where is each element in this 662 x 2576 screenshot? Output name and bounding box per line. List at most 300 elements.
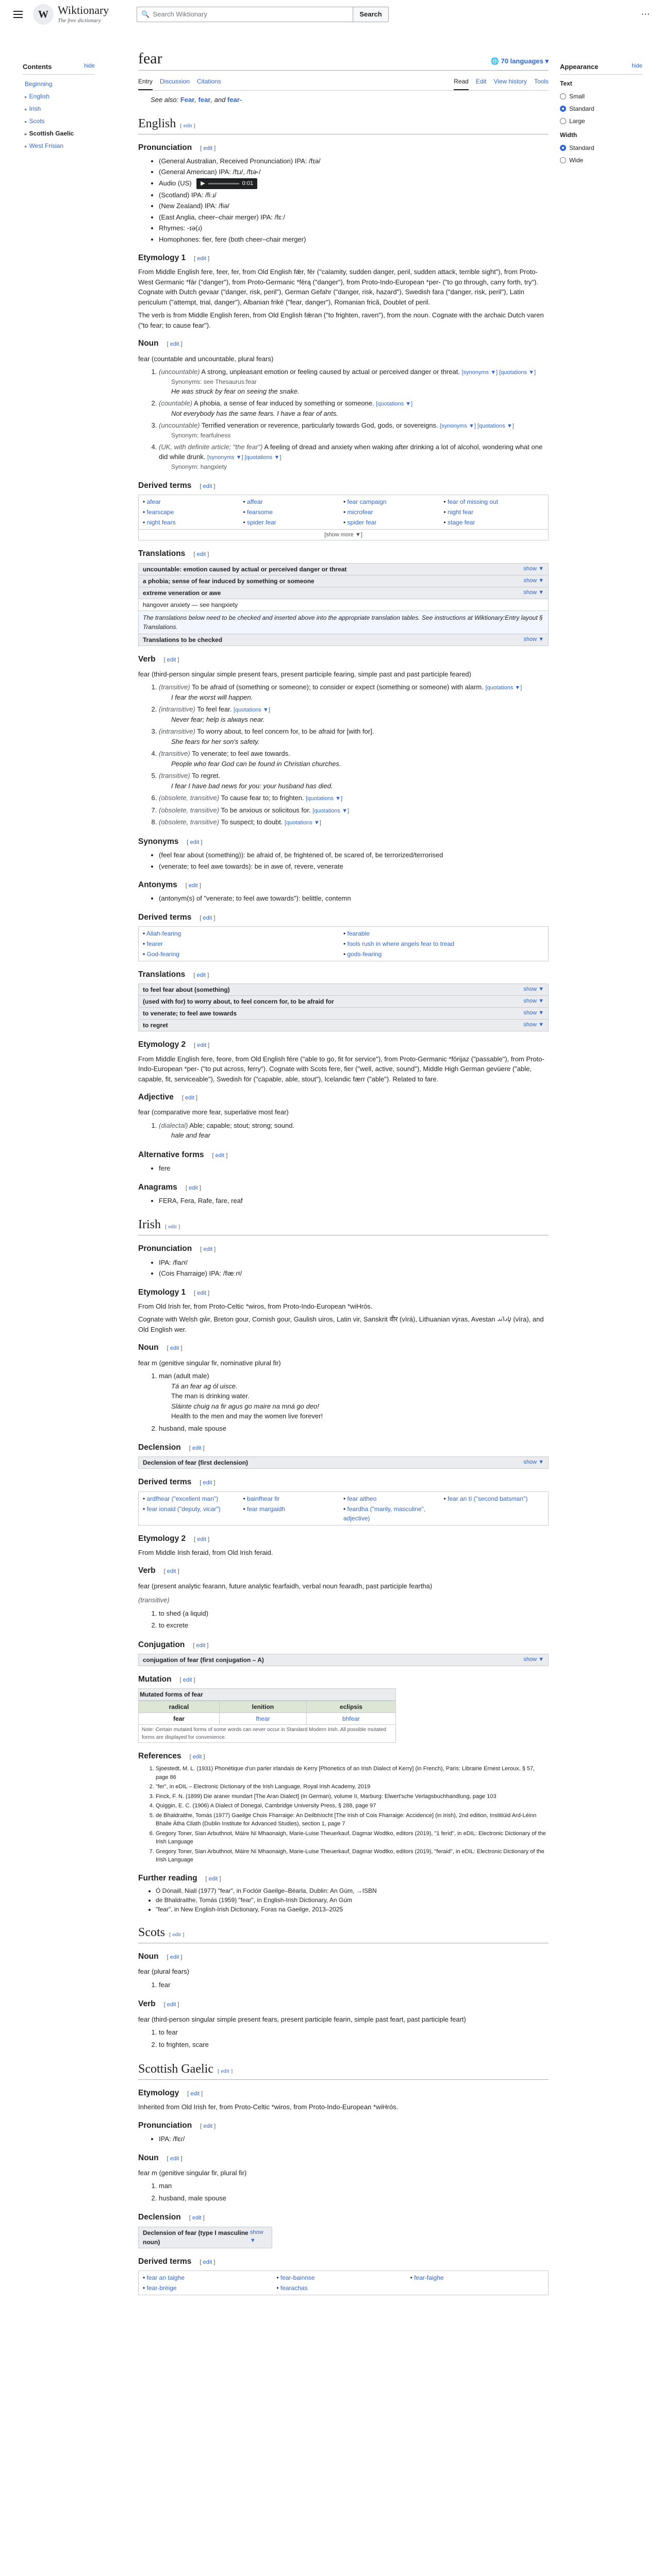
derived-heading: Derived terms	[138, 912, 192, 922]
appearance-option[interactable]	[560, 154, 642, 166]
sense-text: To be anxious or solicitous for.	[221, 806, 311, 814]
show-toggle[interactable]: show ▼	[523, 1010, 544, 1016]
pron-heading: Pronunciation	[138, 1244, 192, 1253]
text-size-label: Text	[560, 79, 572, 87]
expand-toggle[interactable]: [quotations ▼]	[312, 807, 350, 814]
pron-item: • (General Australian, Received Pronunciation) IPA: /fɪə/	[159, 156, 549, 167]
edit-button[interactable]: edit	[188, 883, 198, 889]
edit-link: [ edit ]	[193, 1642, 209, 1649]
derived-term[interactable]: • spider fear	[243, 518, 344, 527]
toc-item[interactable]	[23, 90, 95, 103]
page-title: fear	[138, 50, 162, 67]
audio-label: Audio (US)	[159, 179, 192, 187]
english-pronunciation	[138, 142, 549, 154]
translation-gloss: uncountable: emotion caused by actual or perceived danger or threat	[143, 565, 347, 573]
headword-line: fear (plural fears)	[138, 1968, 189, 1976]
tab-read[interactable]: Read	[454, 75, 469, 90]
verb-label: (transitive)	[138, 1596, 170, 1604]
edit-button[interactable]: edit	[203, 483, 212, 489]
show-toggle[interactable]: show ▼	[523, 998, 544, 1005]
tab-edit[interactable]: Edit	[475, 78, 487, 85]
edit-link: [ edit ]	[194, 256, 210, 262]
show-more-button[interactable]: [show more ▼]	[139, 529, 548, 540]
edit-link: [ edit ]	[163, 1568, 179, 1575]
list-item: • "fear", in New English-Irish Dictionary, Foras na Gaeilge, 2013–2025	[156, 1905, 549, 1914]
derived-term[interactable]: • night fears	[143, 518, 243, 527]
appearance-option[interactable]	[560, 142, 642, 154]
mutation-caption: Mutated forms of fear	[138, 1688, 396, 1701]
show-toggle[interactable]: show ▼	[523, 1459, 544, 1466]
gaelic-noun	[138, 2152, 549, 2164]
option-label: Standard	[569, 105, 594, 112]
gaelic-derived-terms	[138, 2256, 549, 2267]
derived-term[interactable]: • fear ionaid ("deputy, vicar")	[143, 1504, 243, 1523]
page-tabs	[138, 75, 549, 91]
verb-heading: Verb	[138, 654, 156, 664]
edit-button[interactable]: edit	[167, 1568, 176, 1575]
translation-gloss: to venerate; to feel awe towards	[143, 1010, 237, 1018]
derived-term[interactable]: • God-fearing	[143, 950, 343, 959]
toggle-icon[interactable]: ▸	[25, 143, 27, 149]
etymology-text: From Middle English fere, feore, from Old English fēre ("able to go, fit for service"), from Proto-Germanic *fōrijaz ("passable"), from Proto-Indo-European *per- ("to put across, ferry"). Cognate with Scots fere, fier ("well, active, sound"), Middle High German gevüere ("able, capable, fit, serviceable"), Swedish för ("capable, able, stout"), Icelandic færr ("able"). Related to fare.	[138, 1055, 544, 1083]
tab-tools[interactable]: Tools	[534, 78, 549, 85]
list-item: • (Cois Fharraige) IPA: /fʲæːɾˠ/	[159, 1268, 549, 1279]
translation-table-header[interactable]	[138, 587, 549, 599]
gaelic-declension	[138, 2211, 549, 2223]
edit-button[interactable]: edit	[203, 1480, 212, 1486]
radio-icon[interactable]	[560, 118, 566, 124]
pron-item: • (Scotland) IPA: /fiːɹ/	[159, 190, 549, 201]
irish-mutation	[138, 1673, 549, 1685]
example-translation: The man is drinking water.	[171, 1392, 250, 1400]
example-translation: Health to the men and may the women live forever!	[171, 1412, 323, 1420]
translations-tables	[138, 563, 549, 599]
search-input[interactable]	[137, 7, 353, 22]
usage-example: Never fear; help is always near.	[171, 715, 265, 723]
translation-gloss: (used with for) to worry about, to feel concern for, to be afraid for	[143, 998, 334, 1006]
english-adjective	[138, 1091, 549, 1103]
user-menu-icon[interactable]: ⋯	[641, 9, 650, 20]
logo-icon: W	[33, 4, 54, 25]
audio-player[interactable]	[196, 178, 257, 189]
derived-term[interactable]: • fear campaign	[343, 497, 444, 506]
list-item: • (venerate; to feel awe towards): be in awe of, revere, venerate	[159, 861, 549, 872]
search-form	[137, 7, 388, 22]
edit-link: [ edit ]	[165, 1224, 180, 1230]
irish-heading: Irish	[138, 1218, 161, 1232]
noun-heading: Noun	[138, 1343, 159, 1352]
pron-item: • (General American) IPA: /fɪɹ/, /fɪə˞/	[159, 166, 549, 178]
tab-view-history[interactable]: View history	[493, 78, 527, 85]
headword-line: fear (countable and uncountable, plural fears)	[138, 354, 274, 363]
radio-icon[interactable]	[560, 106, 566, 112]
translations-check-label: Translations to be checked	[143, 636, 223, 643]
conjugation-label: conjugation of fear (first conjugation – A)	[143, 1656, 264, 1664]
irish-noun	[138, 1342, 549, 1353]
site-tagline: The free dictionary	[58, 17, 101, 24]
edit-button[interactable]: edit	[215, 1152, 225, 1159]
anagrams-heading: Anagrams	[138, 1182, 177, 1192]
irish-conjugation	[138, 1639, 549, 1651]
edit-button[interactable]: edit	[203, 1246, 213, 1253]
sense-label: (transitive)	[159, 772, 190, 780]
search-icon: 🔍	[141, 10, 150, 19]
edit-button[interactable]: edit	[170, 341, 179, 348]
derived-term[interactable]: • fearable	[343, 929, 544, 938]
derived-term[interactable]: • fear aitheo	[343, 1494, 444, 1503]
scots-noun	[138, 1951, 549, 1962]
derived-term[interactable]: • gods-fearing	[343, 950, 544, 959]
radio-icon[interactable]	[560, 157, 566, 163]
sense-label: (uncountable)	[159, 421, 200, 430]
derived-term[interactable]: • Allah-fearing	[143, 929, 343, 938]
toc-item-label: Irish	[29, 105, 41, 112]
etymology-text: From Middle English fere, feer, fer, from Old English fǣr, fēr ("calamity, sudden danger, peril, sudden attack, terrible sight"), from Proto-West Germanic *fār ("danger"), from Proto-Germanic *fērą ("danger"), from Proto-Indo-European *per- ("to go through, carry forth, try"). Cognate with Dutch gevaar ("danger, risk, peril"), German Gefahr ("danger, risk, hazard"), Swedish fara ("danger, risk, peril"), Latin periculum ("attempt, trial, danger"), Albanian frikë ("fear, danger"), Romanian frică, Doublet of peril.	[138, 268, 538, 306]
irish-verb	[138, 1565, 549, 1577]
derived-term[interactable]: • fearsome	[243, 507, 344, 517]
english-translations	[138, 548, 549, 560]
edit-button[interactable]: edit	[203, 2123, 213, 2129]
edit-link: [ edit ]	[163, 2002, 179, 2008]
edit-button[interactable]: edit	[170, 1345, 179, 1352]
edit-button[interactable]: edit	[208, 1875, 218, 1882]
language-button[interactable]: 🌐 70 languages ▾	[490, 57, 549, 65]
sense-label: (UK, with definite article; "the fear")	[159, 443, 263, 451]
edit-button[interactable]: edit	[197, 1536, 207, 1543]
list-item: 7. Gregory Toner, Sian Arbuthnot, Máire Ní Mhaonaigh, Marie-Luise Theuerkauf, Dagmar Wodtko, editors (2019), "feraid", in eDIL: Electronic Dictionary of the Irish Language	[156, 1847, 549, 1865]
edit-button[interactable]: edit	[203, 2259, 212, 2265]
list-item: • Ó Dónaill, Niall (1977) "fear", in Foclóir Gaeilge–Béarla, Dublin: An Gúm, →ISBN	[156, 1886, 549, 1895]
sense-synonyms: Synonyms: see Thesaurus:fear	[171, 378, 257, 385]
derived-term[interactable]: • affear	[243, 497, 344, 506]
declension-table-header[interactable]	[138, 2227, 272, 2248]
tab-citations[interactable]: Citations	[197, 78, 221, 85]
sense-label: (transitive)	[159, 750, 190, 758]
list-item: 6. Gregory Toner, Sian Arbuthnot, Máire Ní Mhaonaigh, Marie-Luise Theuerkauf, Dagmar Wodtko, editors (2019), "1 ferid", in eDIL: Electronic Dictionary of the Irish Language	[156, 1829, 549, 1847]
edit-link: [ edit ]	[200, 145, 216, 151]
derived-term[interactable]: • night fear	[444, 507, 544, 517]
edit-button[interactable]: edit	[203, 914, 212, 921]
irish-etymology-1	[138, 1286, 549, 1298]
toggle-icon[interactable]: ▸	[25, 131, 27, 137]
list-item: 1. Sjoestedt, M. L. (1931) Phonétique d'un parler irlandais de Kerry [Phonetics of an Irish Dialect of Kerry] (in French), Paris: Librairie Ernest Leroux, § 57, page 86	[156, 1764, 549, 1782]
list-item: 2. to excrete	[159, 1619, 549, 1632]
derived-term[interactable]: • ardfhear ("excellent man")	[143, 1494, 243, 1503]
derived-heading: Derived terms	[138, 1478, 192, 1487]
show-toggle[interactable]: show ▼	[523, 577, 544, 584]
definition	[159, 1120, 549, 1142]
radio-icon[interactable]	[560, 93, 566, 99]
expand-toggle[interactable]: [quotations ▼]	[234, 707, 270, 714]
toc-item-label: West Frisian	[29, 142, 63, 149]
etymology-text: From Old Irish fer, from Proto-Celtic *wiros, from Proto-Indo-European *wiHrós.	[138, 1302, 373, 1310]
list-item: 2. to frighten, scare	[159, 2039, 549, 2051]
derived-term[interactable]: • fools rush in where angels fear to tread	[343, 939, 544, 948]
show-toggle[interactable]: show ▼	[523, 589, 544, 596]
derived-term[interactable]: • fearer	[143, 939, 343, 948]
appearance-hide-button[interactable]: hide	[632, 63, 642, 69]
sense-synonyms: Synonym: fearfulness	[171, 431, 231, 439]
audio-progress[interactable]	[208, 183, 239, 184]
derived-heading: Derived terms	[138, 481, 192, 490]
translation-table-header[interactable]	[138, 984, 549, 996]
expand-toggle[interactable]: [synonyms ▼] [quotations ▼]	[207, 454, 282, 461]
expand-toggle[interactable]: [quotations ▼]	[285, 820, 321, 826]
sense-label: (intransitive)	[159, 727, 195, 736]
list-item: 1. to fear	[159, 2026, 549, 2039]
edit-button[interactable]: edit	[192, 2215, 202, 2222]
edit-button[interactable]: edit	[168, 1224, 177, 1230]
list-item: 1. fear	[159, 1979, 549, 1991]
edit-button[interactable]: edit	[197, 256, 207, 262]
english-etymology-1	[138, 252, 549, 264]
pron-list	[159, 1257, 549, 1279]
derived-term[interactable]: • microfear	[343, 507, 444, 517]
derived-term[interactable]: • feardha ("manly, masculine", adjective)	[343, 1504, 444, 1523]
sense-text: Able; capable; stout; strong; sound.	[189, 1121, 295, 1129]
irish-further-reading	[138, 1872, 549, 1884]
headword-line: fear (third-person singular simple present fears, present participle fearin, simple past feart, past participle feart)	[138, 2015, 466, 2023]
toc-item-label: Scots	[29, 117, 45, 125]
edit-link: [ edit ]	[167, 1345, 183, 1352]
expand-toggle[interactable]: [quotations ▼]	[485, 685, 522, 691]
derived-term[interactable]: • fear an tí ("second batsman")	[444, 1494, 544, 1503]
definition	[159, 681, 549, 703]
edit-button[interactable]: edit	[196, 551, 206, 558]
translation-gloss: to regret	[143, 1022, 168, 1029]
declension-heading: Declension	[138, 1443, 181, 1452]
edit-link: [ edit ]	[200, 2123, 216, 2129]
expand-toggle[interactable]: [synonyms ▼] [quotations ▼]	[440, 423, 514, 430]
main-content	[138, 49, 549, 2295]
appearance-option[interactable]	[560, 115, 642, 127]
toc-hide-button[interactable]: hide	[84, 63, 95, 69]
sense-text: To cause fear to; to frighten.	[221, 794, 304, 802]
appearance-option[interactable]	[560, 103, 642, 115]
derived-term[interactable]: • stage fear	[444, 518, 544, 527]
usage-example: hale and fear	[171, 1131, 210, 1140]
search-button[interactable]: Search	[353, 7, 388, 22]
sense-label: (obsolete, transitive)	[159, 794, 220, 802]
toc-item[interactable]	[23, 127, 95, 140]
derived-term[interactable]: • fear-brèige	[143, 2283, 276, 2293]
derived-term[interactable]: • bainfhear fir	[243, 1494, 344, 1503]
definition	[159, 703, 549, 725]
translation-table-header[interactable]	[138, 996, 549, 1008]
mutation-value[interactable]: fhear	[256, 1715, 270, 1723]
mutation-cell	[219, 1713, 306, 1725]
radio-icon[interactable]	[560, 145, 566, 151]
edit-button[interactable]: edit	[185, 1095, 194, 1101]
site-header	[0, 0, 662, 29]
toc-heading: Contents	[23, 63, 52, 71]
declension-table-header[interactable]	[138, 1456, 549, 1469]
derived-term[interactable]: • fear-bainnse	[276, 2273, 410, 2282]
list-item: • (feel fear about (something)): be afraid of, be frightened of, be scared of, be terrorized/terrorised	[159, 850, 549, 861]
edit-link: [ edit ]	[185, 883, 201, 889]
etym-heading: Etymology 2	[138, 1040, 186, 1049]
toc-item[interactable]	[23, 103, 95, 115]
edit-button[interactable]: edit	[196, 972, 206, 979]
alt-forms-list	[159, 1163, 549, 1174]
derived-term[interactable]: • fear an taighe	[143, 2273, 276, 2282]
toc-item[interactable]	[23, 140, 95, 152]
show-toggle[interactable]: show ▼	[523, 1022, 544, 1028]
see-also-link[interactable]: fear-	[227, 96, 242, 104]
derived-term[interactable]: • spider fear	[343, 518, 444, 527]
edit-button[interactable]: edit	[196, 1642, 206, 1649]
mutation-cell	[139, 1713, 220, 1725]
play-icon[interactable]: ▶	[201, 180, 205, 187]
derived-term[interactable]: • fear margaidh	[243, 1504, 344, 1523]
etym-heading: Etymology 1	[138, 253, 186, 263]
sense-label: (dialectal)	[159, 1121, 188, 1129]
translation-table-header[interactable]	[138, 634, 549, 646]
noun-heading: Noun	[138, 1952, 159, 1961]
translation-table-header[interactable]	[138, 1020, 549, 1031]
derived-term[interactable]: • fearscape	[143, 507, 243, 517]
edit-button[interactable]: edit	[170, 2155, 179, 2162]
toggle-icon[interactable]: ▸	[25, 118, 27, 124]
conjugation-table-header[interactable]	[138, 1654, 549, 1666]
definition	[159, 770, 549, 792]
list-item: • IPA: /fʲɛɾ/	[159, 2133, 549, 2145]
translation-hangover: hangover anxiety — see hangxiety	[138, 599, 549, 611]
sense-label: (uncountable)	[159, 368, 200, 376]
sense-synonyms: Synonym: hangxiety	[171, 463, 227, 470]
edit-button[interactable]: edit	[183, 1676, 192, 1683]
edit-link: [ edit ]	[189, 1754, 205, 1760]
tab-entry[interactable]: Entry	[138, 75, 153, 90]
translations-heading: Translations	[138, 970, 186, 979]
see-also: See also: Fear, fear, and fear-	[151, 96, 242, 104]
sense-text: To be afraid of (something or someone); to consider or expect (something or someone) with alarm.	[192, 683, 484, 691]
edit-button[interactable]: edit	[203, 145, 213, 151]
appearance-option[interactable]	[560, 90, 642, 103]
pron-item: • (New Zealand) IPA: /fiə/	[159, 200, 549, 212]
toc-item[interactable]	[23, 78, 95, 90]
english-verb-derived	[138, 911, 549, 923]
noun-heading: Noun	[138, 339, 159, 348]
edit-button[interactable]: edit	[197, 1290, 207, 1296]
edit-button[interactable]: edit	[167, 2002, 176, 2008]
edit-button[interactable]: edit	[221, 2068, 229, 2075]
expand-toggle[interactable]: [quotations ▼]	[306, 795, 343, 802]
gaelic-pronunciation	[138, 2120, 549, 2131]
user-links	[639, 8, 652, 21]
show-toggle[interactable]: show ▼	[523, 1656, 544, 1663]
edit-button[interactable]: edit	[172, 1931, 181, 1938]
pron-item: • (East Anglia, cheer–chair merger) IPA: /fɛː/	[159, 212, 549, 223]
verb-definitions	[159, 681, 549, 828]
see-also-prefix: See also:	[151, 96, 179, 104]
definition	[159, 397, 549, 419]
show-toggle[interactable]: show ▼	[523, 986, 544, 993]
show-toggle[interactable]: show ▼	[523, 636, 544, 642]
toc-item[interactable]	[23, 115, 95, 127]
derived-term[interactable]: • afear	[143, 497, 243, 506]
edit-button[interactable]: edit	[192, 1445, 202, 1452]
definition	[159, 1370, 549, 1422]
edit-button[interactable]: edit	[197, 1042, 207, 1049]
noun-definitions	[159, 2180, 549, 2204]
section-english	[138, 114, 549, 134]
edit-button[interactable]: edit	[190, 839, 200, 845]
derived-terms-box	[138, 2270, 549, 2295]
site-logo[interactable]	[33, 4, 109, 25]
edit-button[interactable]: edit	[192, 1754, 202, 1760]
conjugation-heading: Conjugation	[138, 1640, 185, 1649]
headword-line: fear (third-person singular simple present fears, present participle fearing, simple past and past participle feared)	[138, 670, 471, 678]
mutation-value: fear	[173, 1715, 185, 1723]
references-heading: References	[138, 1752, 181, 1761]
main-menu-icon[interactable]	[10, 7, 26, 22]
edit-link: [ edit ]	[194, 1290, 210, 1296]
translation-table-header[interactable]	[138, 563, 549, 575]
show-toggle[interactable]: show ▼	[523, 565, 544, 572]
list-item: 1. to shed (a liquid)	[159, 1607, 549, 1620]
toggle-icon[interactable]: ▸	[25, 106, 27, 112]
appearance-heading: Appearance	[560, 63, 599, 71]
sense-text: husband, male spouse	[159, 1424, 226, 1432]
edit-link: [ edit ]	[200, 1246, 216, 1253]
tab-discussion[interactable]: Discussion	[160, 78, 190, 85]
edit-button[interactable]: edit	[190, 2091, 200, 2097]
list-item: • IPA: /fʲaɾˠ/	[159, 1257, 549, 1268]
scots-verb	[138, 1998, 549, 2010]
noun-definitions	[159, 1370, 549, 1434]
translation-table-header[interactable]	[138, 575, 549, 587]
edit-button[interactable]: edit	[183, 122, 192, 129]
search-placeholder: Search Wiktionary	[153, 10, 207, 19]
edit-link: [ edit ]	[217, 2068, 233, 2075]
mutation-note: Note: Certain mutated forms of some words can never occur in Standard Modern Irish. All possible mutated forms are displayed for convenience.	[139, 1725, 396, 1743]
definition	[159, 419, 549, 441]
appearance-panel	[560, 62, 642, 166]
derived-term[interactable]: • fearachas	[276, 2283, 410, 2293]
toggle-icon[interactable]: ▸	[25, 94, 27, 99]
sense-text: To venerate; to feel awe towards.	[192, 750, 290, 758]
list-item: 2. "fer", in eDIL – Electronic Dictionary of the Irish Language, Royal Irish Academy, 2019	[156, 1782, 549, 1792]
pron-item: • Homophones: fier, fere (both cheer–chair merger)	[159, 234, 549, 245]
derived-term[interactable]: • fear-faighe	[410, 2273, 544, 2282]
mutation-value[interactable]: bhfear	[342, 1715, 360, 1723]
pron-heading: Pronunciation	[138, 143, 192, 152]
derived-term[interactable]: • fear of missing out	[444, 497, 544, 506]
english-verb	[138, 653, 549, 665]
edit-link: [ edit ]	[180, 122, 195, 129]
english-antonyms	[138, 879, 549, 891]
edit-button[interactable]: edit	[170, 1954, 179, 1961]
see-also-link[interactable]: Fear	[180, 96, 195, 104]
expand-toggle[interactable]: [quotations ▼]	[376, 401, 413, 408]
english-heading: English	[138, 116, 176, 130]
show-toggle[interactable]: show ▼	[250, 2229, 263, 2244]
etymology-text: From Middle Irish feraid, from Old Irish feraid.	[138, 1548, 273, 1556]
list-item: • FERA, Fera, Rafe, fare, reaf	[159, 1195, 549, 1207]
edit-button[interactable]: edit	[188, 1184, 198, 1191]
edit-button[interactable]: edit	[167, 656, 176, 663]
irish-references	[138, 1750, 549, 1762]
toc-item-label: English	[29, 92, 49, 100]
translations-tables	[138, 984, 549, 1031]
expand-toggle[interactable]: [synonyms ▼] [quotations ▼]	[461, 369, 536, 376]
sense-label: (obsolete, transitive)	[159, 818, 220, 826]
translation-table-header[interactable]	[138, 1008, 549, 1020]
edit-link: [ edit ]	[205, 1875, 221, 1882]
see-also-link[interactable]: fear	[198, 96, 211, 104]
definition	[159, 725, 549, 748]
